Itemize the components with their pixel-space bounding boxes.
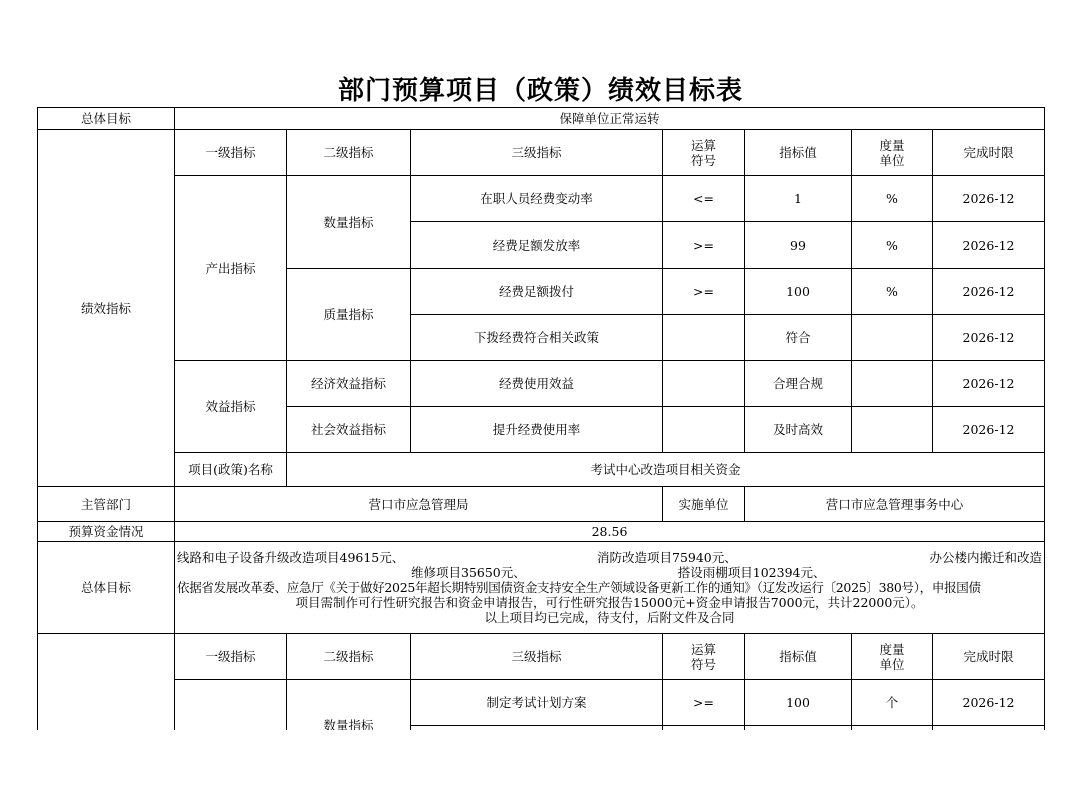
row-unit: 个 (852, 680, 933, 726)
level2-economic: 经济效益指标 (287, 361, 411, 407)
header-operator: 运算符号 (663, 130, 745, 176)
row-unit: % (852, 176, 933, 222)
dept-label: 主管部门 (38, 487, 175, 522)
goal-line-1: 线路和电子设备升级改造项目49615元、 消防改造项目75940元、 办公楼内搬迁和改造 (177, 550, 1043, 565)
header-level3: 三级指标 (411, 634, 663, 680)
project-name-label: 项目(政策)名称 (175, 453, 287, 487)
level1-benefit: 效益指标 (175, 361, 287, 453)
budget-label: 预算资金情况 (38, 522, 175, 542)
header-level1: 一级指标 (175, 130, 287, 176)
level1-output: 产出指标 (175, 176, 287, 361)
row-value: 100 (745, 269, 852, 315)
goal-line-5: 以上项目均已完成，待支付，后附文件及合同 (484, 610, 735, 625)
row-value: 1 (745, 176, 852, 222)
goal-description (175, 542, 1045, 634)
header-value: 指标值 (745, 130, 852, 176)
row-name: 经费足额发放率 (411, 222, 663, 269)
performance-table-area (37, 107, 1045, 730)
bottom-perf-label-cell (38, 634, 175, 731)
header-value: 指标值 (745, 634, 852, 680)
row-operator: >= (663, 680, 745, 726)
row-name: 在职人员经费变动率 (411, 176, 663, 222)
header-level1: 一级指标 (175, 634, 287, 680)
row-operator: >= (663, 269, 745, 315)
row-value: 合理合规 (745, 361, 852, 407)
row-name: 提升经费使用率 (411, 407, 663, 453)
row-name: 经费足额拨付 (411, 269, 663, 315)
row-name (411, 726, 663, 731)
level2-quantity: 数量指标 (287, 176, 411, 269)
row-unit (852, 315, 933, 361)
header-unit: 度量单位 (852, 634, 933, 680)
header-deadline: 完成时限 (933, 634, 1045, 680)
level2-quality: 质量指标 (287, 269, 411, 361)
goal-line-2: 维修项目35650元、 搭设雨棚项目102394元、 (411, 565, 826, 580)
row-name: 下拨经费符合相关政策 (411, 315, 663, 361)
page-title: 部门预算项目（政策）绩效目标表 (337, 76, 743, 106)
performance-table (37, 107, 1045, 730)
header-operator: 运算符号 (663, 634, 745, 680)
row-unit: % (852, 269, 933, 315)
row-name: 制定考试计划方案 (411, 680, 663, 726)
row-deadline: 2026-12 (933, 361, 1045, 407)
row-unit: % (852, 222, 933, 269)
row-unit (852, 407, 933, 453)
row-operator (663, 315, 745, 361)
row-unit (852, 361, 933, 407)
header-level2: 二级指标 (287, 130, 411, 176)
budget-value: 28.56 (175, 522, 1045, 542)
row-deadline (933, 726, 1045, 731)
row-unit (852, 726, 933, 731)
impl-label: 实施单位 (663, 487, 745, 522)
row-value (745, 726, 852, 731)
header-level3: 三级指标 (411, 130, 663, 176)
perf-indicator-label: 绩效指标 (38, 130, 175, 487)
row-deadline: 2026-12 (933, 269, 1045, 315)
header-level2: 二级指标 (287, 634, 411, 680)
header-deadline: 完成时限 (933, 130, 1045, 176)
row-operator (663, 407, 745, 453)
row-operator (663, 361, 745, 407)
goal-label: 总体目标 (38, 542, 175, 634)
row-operator: >= (663, 222, 745, 269)
project-name-value: 考试中心改造项目相关资金 (287, 453, 1045, 487)
row-operator (663, 726, 745, 731)
row-deadline: 2026-12 (933, 176, 1045, 222)
dept-value: 营口市应急管理局 (175, 487, 663, 522)
bottom-level2-quantity: 数量指标 (287, 680, 411, 731)
row-value: 及时高效 (745, 407, 852, 453)
level2-social: 社会效益指标 (287, 407, 411, 453)
header-unit: 度量单位 (852, 130, 933, 176)
row-operator: <= (663, 176, 745, 222)
row-deadline: 2026-12 (933, 222, 1045, 269)
goal-line-3: 依据省发展改革委、应急厅《关于做好2025年超长期特别国债资金支持安全生产领域设备更新工作的通知》（辽发改运行〔2025〕380号），申报国债 (177, 580, 981, 595)
goal-line-4: 项目需制作可行性研究报告和资金申请报告，可行性研究报告15000元+资金申请报告7000元，共计22000元）。 (295, 595, 924, 610)
row-name: 经费使用效益 (411, 361, 663, 407)
row-value: 符合 (745, 315, 852, 361)
row-deadline: 2026-12 (933, 680, 1045, 726)
row-value: 99 (745, 222, 852, 269)
bottom-level1-cell (175, 680, 287, 731)
overall-goal-label: 总体目标 (38, 108, 175, 130)
overall-goal-value: 保障单位正常运转 (175, 108, 1045, 130)
row-deadline: 2026-12 (933, 315, 1045, 361)
impl-value: 营口市应急管理事务中心 (745, 487, 1045, 522)
row-value: 100 (745, 680, 852, 726)
row-deadline: 2026-12 (933, 407, 1045, 453)
